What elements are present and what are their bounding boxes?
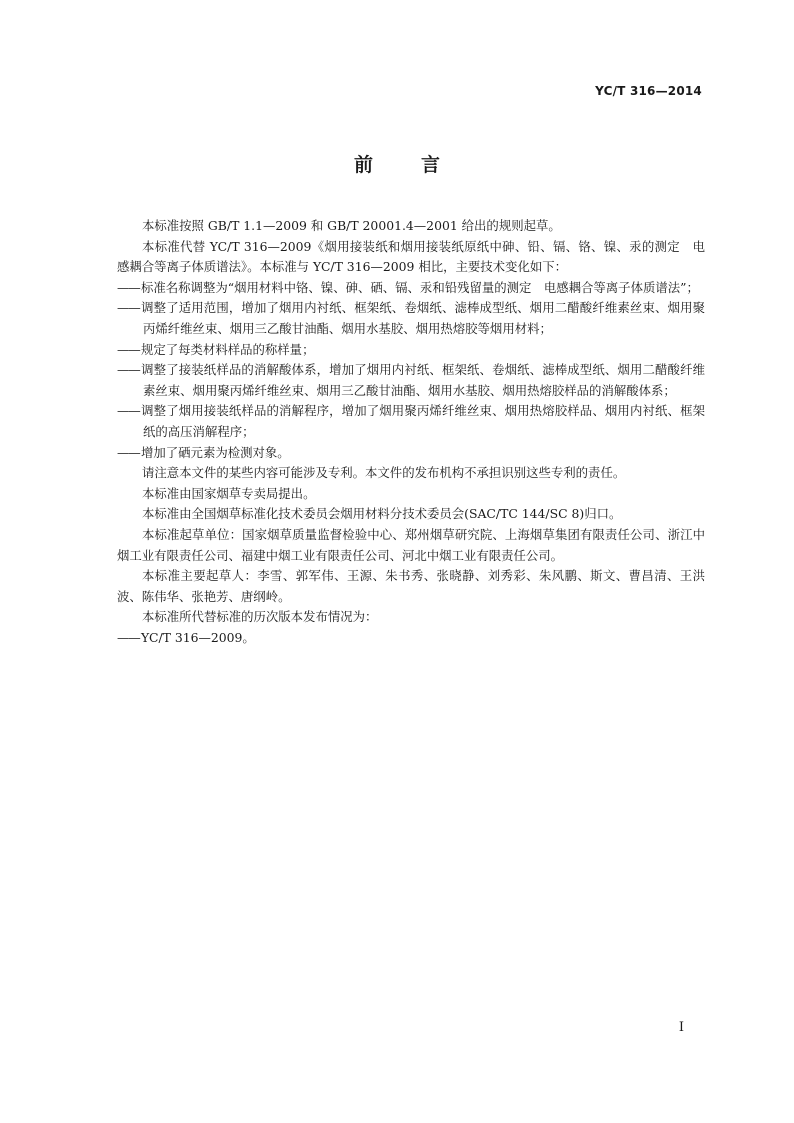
list-item	[117, 401, 705, 442]
list-dash: ——	[117, 629, 140, 645]
paragraph-drafters: 本标准主要起草人：李雪、郭军伟、王源、朱书秀、张晓静、刘秀彩、朱风鹏、斯文、曹昌清、王洪波、陈伟华、张艳芳、唐纲岭。	[117, 568, 705, 604]
list-dash: ——	[117, 362, 140, 378]
list-dash: ——	[117, 403, 140, 419]
list-item-text: 规定了每类材料样品的称样量；	[141, 341, 315, 357]
list-item	[117, 340, 705, 361]
paragraph-administrator: 本标准由全国烟草标准化技术委员会烟用材料分技术委员会(SAC/TC 144/SC 8)归口。	[142, 506, 622, 522]
list-dash: ——	[117, 279, 140, 295]
list-item	[117, 278, 705, 299]
list-item-text: 调整了烟用接装纸样品的消解程序，增加了烟用聚丙烯纤维丝束、烟用热熔胶样品、烟用内衬纸、框架纸的高压消解程序；	[141, 403, 705, 439]
page-title: 前言	[353, 154, 488, 176]
list-item-text: 增加了硒元素为检测对象。	[141, 444, 290, 460]
document-body	[117, 216, 705, 648]
list-item	[117, 298, 705, 339]
paragraph-drafting-rules: 本标准按照 GB/T 1.1—2009 和 GB/T 20001.4—2001 给出的规则起草。	[142, 218, 561, 233]
standard-code: YC/T 316—2014	[595, 84, 702, 98]
page-number: I	[678, 1020, 684, 1035]
paragraph-patent-notice: 请注意本文件的某些内容可能涉及专利。本文件的发布机构不承担识别这些专利的责任。	[142, 465, 626, 481]
paragraph-drafting-units: 本标准起草单位：国家烟草质量监督检验中心、郑州烟草研究院、上海烟草集团有限责任公司、浙江中烟工业有限责任公司、福建中烟工业有限责任公司、河北中烟工业有限责任公司。	[117, 526, 705, 563]
paragraph-history-intro: 本标准所代替标准的历次版本发布情况为：	[142, 609, 378, 625]
paragraph-proposer: 本标准由国家烟草专卖局提出。	[142, 485, 316, 501]
paragraph-replacement: 本标准代替 YC/T 316—2009《烟用接装纸和烟用接装纸原纸中砷、铅、镉、铬、镍、汞的测定 电感耦合等离子体质谱法》。本标准与 YC/T 316—2009 相比，主要技术变化如下：	[117, 238, 705, 275]
list-item-text: 调整了接装纸样品的消解酸体系，增加了烟用内衬纸、框架纸、卷烟纸、滤棒成型纸、烟用二醋酸纤维素丝束、烟用聚丙烯纤维丝束、烟用三乙酸甘油酯、烟用水基胶、烟用热熔胶样品的消解酸体系；	[141, 362, 705, 398]
list-item	[117, 360, 705, 401]
list-item-text: 标准名称调整为“烟用材料中铬、镍、砷、硒、镉、汞和铅残留量的测定 电感耦合等离子体质谱法”；	[141, 279, 699, 295]
list-item-text: 调整了适用范围，增加了烟用内衬纸、框架纸、卷烟纸、滤棒成型纸、烟用二醋酸纤维素丝束、烟用聚丙烯纤维丝束、烟用三乙酸甘油酯、烟用水基胶、烟用热熔胶等烟用材料；	[141, 300, 705, 336]
list-dash: ——	[117, 444, 140, 460]
list-dash: ——	[117, 341, 140, 357]
history-item-text: YC/T 316—2009。	[141, 629, 255, 645]
history-item	[117, 628, 705, 649]
list-dash: ——	[117, 300, 140, 316]
list-item	[117, 443, 705, 464]
